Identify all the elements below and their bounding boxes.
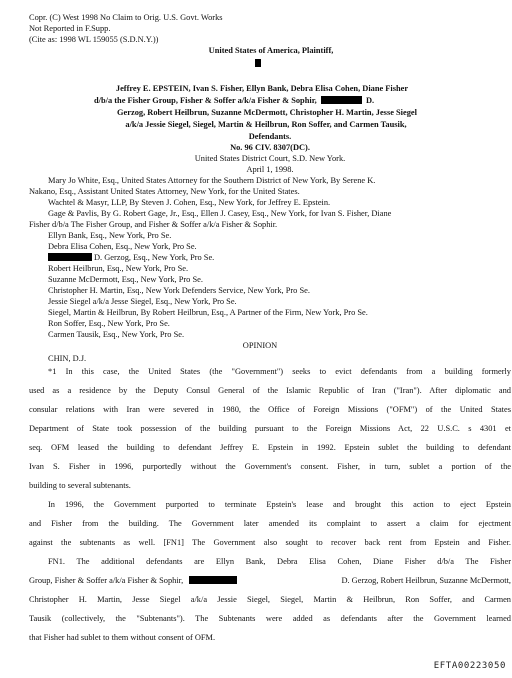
counsel-line: Robert Heilbrun, Esq., New York, Pro Se. bbox=[48, 264, 189, 273]
document-id: EFTA00223050 bbox=[433, 661, 506, 671]
footnote-text-start: Group, Fisher & Soffer a/k/a Fisher & Sophir, bbox=[29, 576, 184, 585]
counsel-line bbox=[48, 253, 214, 263]
counsel-line: Ellyn Bank, Esq., New York, Pro Se. bbox=[48, 231, 172, 240]
defendants-line-4: a/k/a Jessie Siegel, Siegel, Martin & Heilbrun, Ron Soffer, and Carmen Tausik, bbox=[125, 120, 407, 129]
redaction-block bbox=[48, 253, 92, 261]
counsel-line: Carmen Tausik, Esq., New York, Pro Se. bbox=[48, 330, 185, 339]
body-line: In 1996, the Government purported to terminate Epstein's lease and brought this action to eject Epstein bbox=[48, 500, 511, 509]
counsel-line: Gage & Pavlis, By G. Robert Gage, Jr., Esq., Ellen J. Casey, Esq., New York, for Ivan S. Fisher, Diane bbox=[48, 209, 392, 218]
body-line: against the subtenants as well. [FN1] The Government also sought to recover back rent from Epstein and Fisher. bbox=[29, 538, 511, 547]
counsel-line: Siegel, Martin & Heilbrun, By Robert Heilbrun, Esq., A Partner of the Firm, New York, Pro Se. bbox=[48, 308, 368, 317]
defendants-label: Defendants. bbox=[248, 132, 292, 141]
caption-v-mark bbox=[0, 59, 512, 71]
counsel-line: Christopher H. Martin, Esq., New York Defenders Service, New York, Pro Se. bbox=[48, 286, 310, 295]
defendants-line-2-end: D. bbox=[365, 96, 375, 105]
redaction-block bbox=[321, 96, 362, 104]
counsel-line: Wachtel & Masyr, LLP, By Steven J. Cohen, Esq., New York, for Jeffrey E. Epstein. bbox=[48, 198, 331, 207]
footnote-text bbox=[29, 576, 241, 586]
defendants-line-2 bbox=[94, 96, 374, 106]
counsel-line: Debra Elisa Cohen, Esq., New York, Pro Se. bbox=[48, 242, 197, 251]
redaction-mark bbox=[255, 59, 261, 67]
footnote-text-end: D. Gerzog, Robert Heilbrun, Suzanne McDermott, bbox=[341, 576, 511, 585]
copyright-line: Copr. (C) West 1998 No Claim to Orig. U.S. Govt. Works bbox=[29, 13, 223, 22]
defendants-line-3: Gerzog, Robert Heilbrun, Suzanne McDermott, Christopher H. Martin, Jesse Siegel bbox=[117, 108, 417, 117]
footnote-line: Christopher H. Martin, Jesse Siegel a/k/a Jessie Siegel, Siegel, Martin & Heilbrun, Ron Soffer, and Carmen bbox=[29, 595, 511, 604]
defendants-line-2-text: d/b/a the Fisher Group, Fisher & Soffer a/k/a Fisher & Sophir, bbox=[94, 96, 317, 105]
body-line: seq. OFM leased the building to defendant Jeffrey E. Epstein in 1992. Epstein sublet the building to defendant bbox=[29, 443, 511, 452]
decision-date: April 1, 1998. bbox=[246, 165, 294, 174]
counsel-line: Ron Soffer, Esq., New York, Pro Se. bbox=[48, 319, 170, 328]
body-line: used as a residence by the Deputy Consul General of the Islamic Republic of Iran ("Iran"). After diplomatic and bbox=[29, 386, 511, 395]
citation: (Cite as: 1998 WL 159055 (S.D.N.Y.)) bbox=[29, 35, 159, 44]
counsel-line: Nakano, Esq., Assistant United States Attorney, New York, for the United States. bbox=[29, 187, 300, 196]
report-status: Not Reported in F.Supp. bbox=[29, 24, 111, 33]
plaintiff-caption: United States of America, Plaintiff, bbox=[208, 46, 334, 55]
footnote-line: Tausik (collectively, the "Subtenants"). The Subtenants were added as defendants after the Government learned bbox=[29, 614, 511, 623]
court-name: United States District Court, S.D. New York. bbox=[194, 154, 346, 163]
judge-name: CHIN, D.J. bbox=[48, 354, 87, 363]
footnote-line: that Fisher had sublet to them without consent of OFM. bbox=[29, 633, 216, 642]
counsel-line: Mary Jo White, Esq., United States Attorney for the Southern District of New York, By Serene K. bbox=[48, 176, 376, 185]
counsel-line: Fisher d/b/a The Fisher Group, and Fisher & Soffer a/k/a Fisher & Sophir. bbox=[29, 220, 278, 229]
footnote-line: FN1. The additional defendants are Ellyn Bank, Debra Elisa Cohen, Diane Fisher d/b/a The Fisher bbox=[48, 557, 511, 566]
counsel-line-text: D. Gerzog, Esq., New York, Pro Se. bbox=[94, 253, 215, 262]
footnote-line bbox=[29, 576, 511, 586]
counsel-line: Jessie Siegel a/k/a Jesse Siegel, Esq., New York, Pro Se. bbox=[48, 297, 237, 306]
counsel-line: Suzanne McDermott, Esq., New York, Pro Se. bbox=[48, 275, 203, 284]
redaction-block bbox=[189, 576, 237, 584]
body-line: building to several subtenants. bbox=[29, 481, 131, 490]
docket-number: No. 96 CIV. 8307(DC). bbox=[230, 143, 310, 152]
opinion-heading: OPINION bbox=[242, 341, 278, 350]
body-line: *1 In this case, the United States (the "Government") seeks to evict defendants from a building formerly bbox=[48, 367, 511, 376]
body-line: and Fisher from the building. The Government later amended its complaint to assert a claim for ejectment bbox=[29, 519, 511, 528]
body-line: consular relations with Iran were severed in 1980, the Office of Foreign Missions ("OFM") of the United States bbox=[29, 405, 511, 414]
defendants-line-1: Jeffrey E. EPSTEIN, Ivan S. Fisher, Ellyn Bank, Debra Elisa Cohen, Diane Fisher bbox=[115, 84, 409, 93]
body-line: Ivan S. Fisher in 1996, purportedly without the Government's consent. Fisher, in turn, sublet a portion of the bbox=[29, 462, 511, 471]
body-line: Department of State took possession of the building pursuant to the Foreign Missions Act, 22 U.S.C. s 4301 et bbox=[29, 424, 511, 433]
